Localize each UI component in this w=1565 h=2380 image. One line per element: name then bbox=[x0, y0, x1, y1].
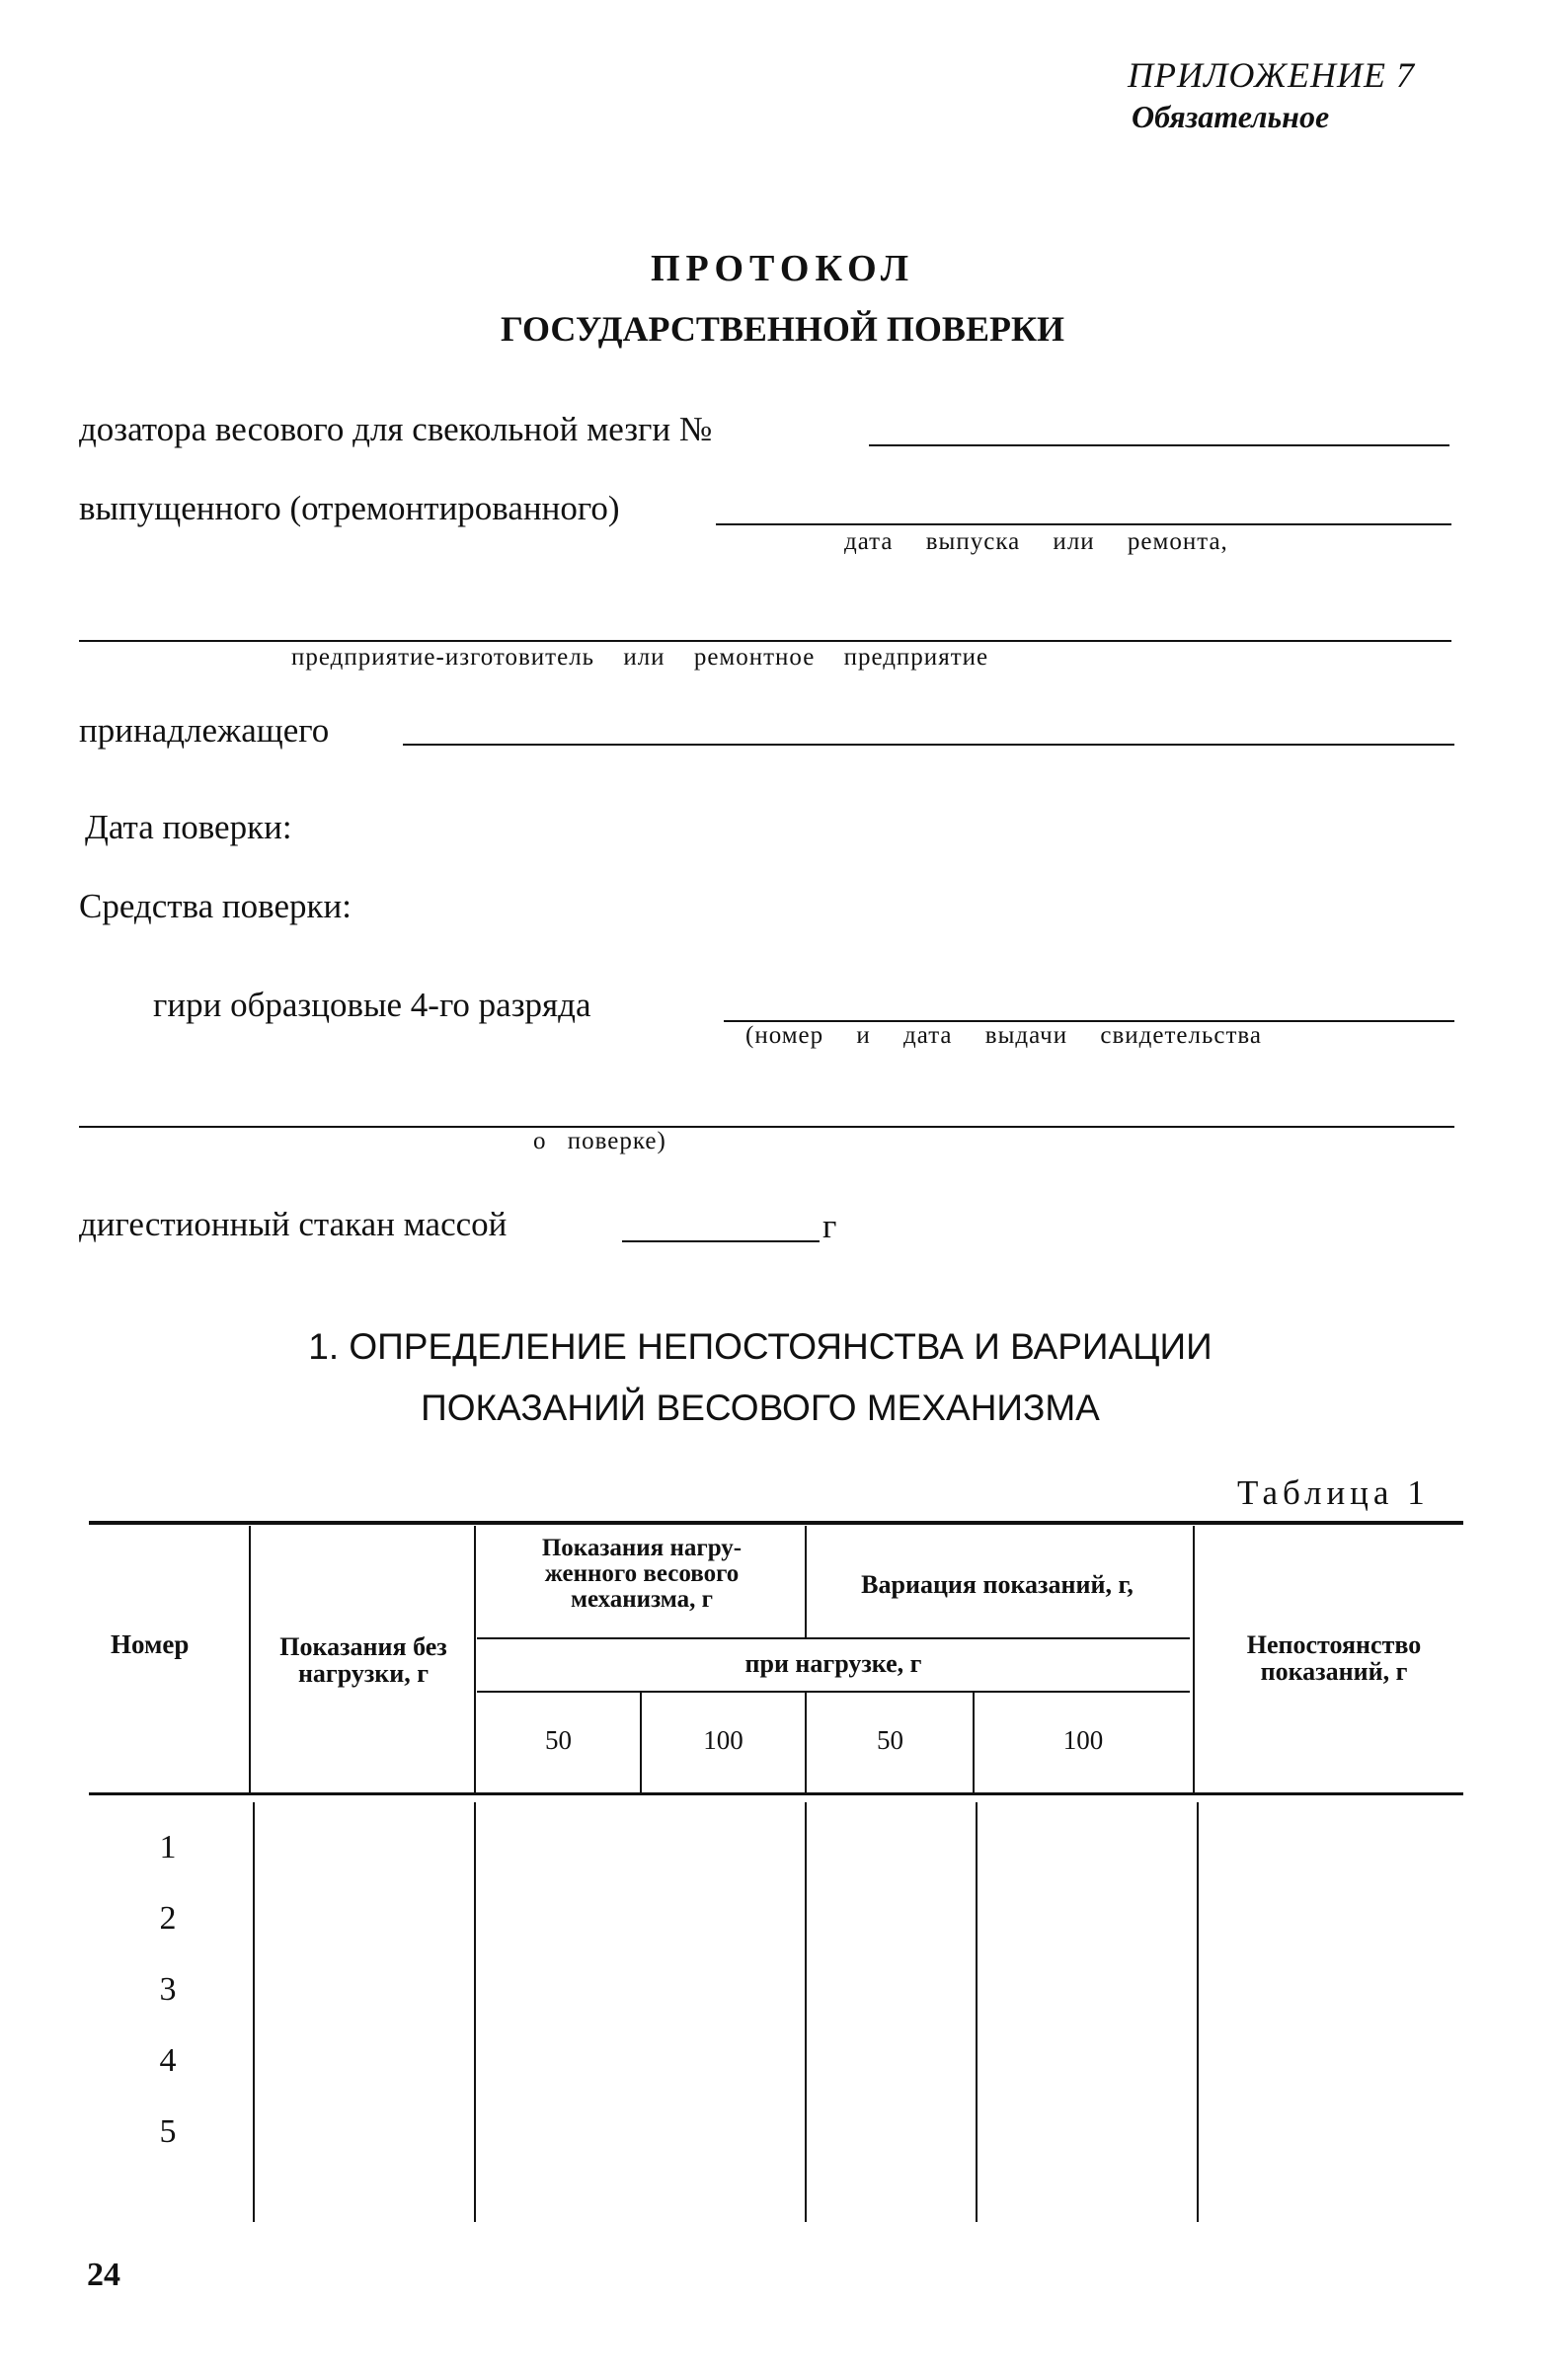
protocol-title: ПРОТОКОЛ bbox=[650, 248, 915, 289]
released-label: выпущенного (отремонтированного) bbox=[79, 489, 620, 527]
weights-hint-2: о поверке) bbox=[533, 1128, 666, 1154]
header-variation: Вариация показаний, г, bbox=[861, 1570, 1134, 1599]
owner-line bbox=[403, 744, 1454, 746]
col-line-3a bbox=[805, 1526, 807, 1637]
weights-label: гири образцовые 4-го разряда bbox=[153, 986, 591, 1024]
table-row-number: 2 bbox=[159, 1900, 177, 1937]
glass-label: дигестионный стакан массой bbox=[79, 1205, 508, 1243]
section1-title: 1. ОПРЕДЕЛЕНИЕ НЕПОСТОЯНСТВА И ВАРИАЦИИ bbox=[308, 1326, 1213, 1367]
table-row-number: 1 bbox=[159, 1829, 177, 1865]
table-row-number: 4 bbox=[159, 2042, 177, 2079]
glass-unit: г bbox=[822, 1207, 837, 1245]
body-col-line-5 bbox=[1197, 1802, 1199, 2222]
header-at-load: при нагрузке, г bbox=[744, 1649, 922, 1678]
table-row-number: 5 bbox=[159, 2113, 177, 2150]
page-number: 24 bbox=[87, 2257, 120, 2293]
protocol-subtitle: ГОСУДАРСТВЕННОЙ ПОВЕРКИ bbox=[500, 309, 1065, 349]
table-top-rule bbox=[89, 1521, 1463, 1525]
header-instability: Непостоянство показаний, г bbox=[1246, 1630, 1422, 1686]
check-date-label: Дата поверки: bbox=[85, 808, 292, 846]
body-col-line-1 bbox=[253, 1802, 255, 2222]
load-value: 50 bbox=[877, 1725, 903, 1755]
col-line-3b bbox=[805, 1691, 807, 1792]
table-sub-rule bbox=[477, 1691, 1190, 1693]
device-number-line bbox=[869, 444, 1449, 446]
col-line-1 bbox=[249, 1526, 251, 1792]
table-row-number: 3 bbox=[159, 1971, 177, 2008]
body-col-line-4 bbox=[976, 1802, 978, 2222]
col-line-2 bbox=[474, 1526, 476, 1792]
released-line bbox=[716, 523, 1451, 525]
header-number: Номер bbox=[111, 1629, 190, 1659]
device-label: дозатора весового для свекольной мезги № bbox=[79, 410, 713, 448]
glass-mass-line bbox=[622, 1240, 820, 1242]
owner-label: принадлежащего bbox=[79, 711, 330, 750]
enterprise-hint: предприятие-изготовитель или ремонтное предприятие bbox=[291, 644, 989, 671]
table-header-bottom-rule bbox=[89, 1792, 1463, 1795]
load-value: 100 bbox=[703, 1725, 743, 1755]
body-col-line-3 bbox=[805, 1802, 807, 2222]
table-load-rule bbox=[477, 1637, 1190, 1639]
col-line-6 bbox=[1193, 1526, 1195, 1792]
appendix-label: ПРИЛОЖЕНИЕ 7 bbox=[1128, 55, 1415, 95]
weights-line-2 bbox=[79, 1126, 1454, 1128]
table1-caption: Таблица 1 bbox=[1237, 1473, 1430, 1512]
weights-hint: (номер и дата выдачи свидетельства bbox=[745, 1022, 1262, 1049]
section1-subtitle: ПОКАЗАНИЙ ВЕСОВОГО МЕХАНИЗМА bbox=[421, 1388, 1100, 1428]
header-no-load: Показания без нагрузки, г bbox=[279, 1632, 447, 1688]
means-label: Средства поверки: bbox=[79, 887, 352, 925]
released-hint: дата выпуска или ремонта, bbox=[844, 528, 1228, 555]
appendix-status: Обязательное bbox=[1132, 99, 1330, 134]
enterprise-line bbox=[79, 640, 1451, 642]
header-loaded: Показания нагру- женного весового механизма, г bbox=[541, 1535, 743, 1613]
load-value: 50 bbox=[545, 1725, 572, 1755]
col-line-5 bbox=[973, 1691, 975, 1792]
load-value: 100 bbox=[1062, 1725, 1104, 1755]
body-col-line-2 bbox=[474, 1802, 476, 2222]
